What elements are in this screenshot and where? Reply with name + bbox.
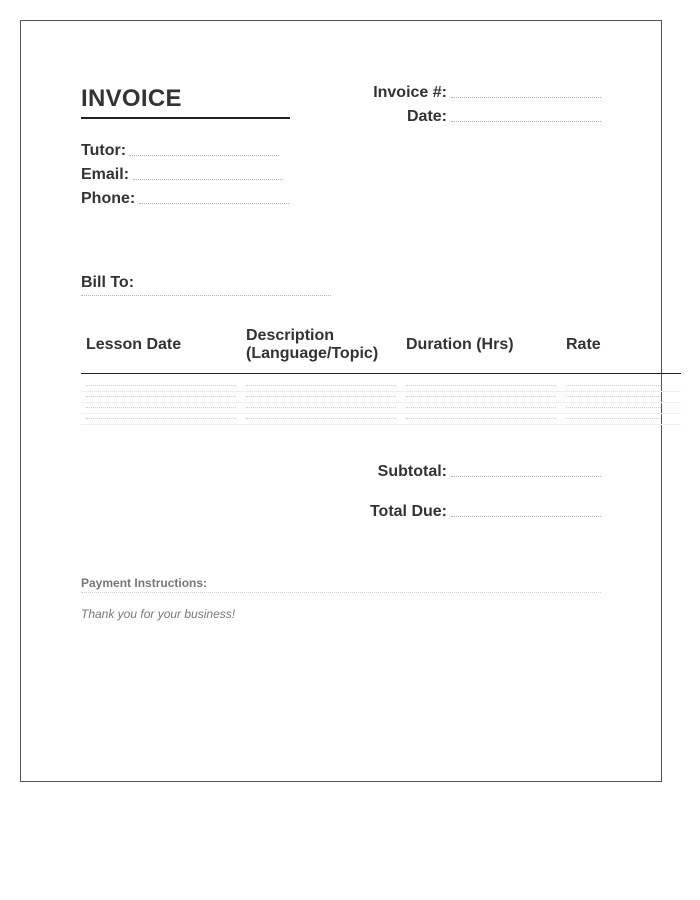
table-cell-field[interactable] <box>406 396 556 397</box>
thank-you-note: Thank you for your business! <box>81 607 236 621</box>
table-cell-field[interactable] <box>246 407 396 408</box>
table-cell-field[interactable] <box>86 396 236 397</box>
date-label: Date: <box>406 108 447 125</box>
col-header-description <box>246 327 378 363</box>
table-cell-field[interactable] <box>86 407 236 408</box>
table-row <box>81 413 681 414</box>
table-row <box>81 424 681 425</box>
date-field[interactable] <box>451 121 601 122</box>
total-due-label: Total Due: <box>369 503 447 520</box>
table-cell-field[interactable] <box>86 385 236 386</box>
table-cell-field[interactable] <box>246 418 396 419</box>
table-cell-field[interactable] <box>566 407 661 408</box>
table-cell-field[interactable] <box>406 418 556 419</box>
payment-instructions-field[interactable] <box>81 592 601 593</box>
table-cell-field[interactable] <box>246 396 396 397</box>
col-header-description-line1: Description <box>246 327 335 344</box>
invoice-page <box>20 20 662 782</box>
table-cell-field[interactable] <box>406 407 556 408</box>
col-header-lesson-date: Lesson Date <box>86 336 182 353</box>
tutor-field[interactable] <box>129 155 279 156</box>
phone-field[interactable] <box>139 203 289 204</box>
total-due-field[interactable] <box>451 516 601 517</box>
payment-instructions-label: Payment Instructions: <box>81 576 208 590</box>
email-field[interactable] <box>133 179 283 180</box>
invoice-number-label: Invoice #: <box>373 84 447 101</box>
bill-to-label: Bill To: <box>81 274 135 291</box>
table-cell-field[interactable] <box>566 396 661 397</box>
email-label: Email: <box>81 166 130 183</box>
col-header-description-line2: (Language/Topic) <box>246 345 379 362</box>
table-cell-field[interactable] <box>406 385 556 386</box>
table-cell-field[interactable] <box>566 385 661 386</box>
invoice-number-field[interactable] <box>451 97 601 98</box>
table-cell-field[interactable] <box>566 418 661 419</box>
bill-to-field[interactable] <box>81 295 331 296</box>
table-cell-field[interactable] <box>246 385 396 386</box>
tutor-label: Tutor: <box>81 142 127 159</box>
table-header-rule <box>81 373 681 374</box>
table-cell-field[interactable] <box>86 418 236 419</box>
table-row <box>81 402 681 403</box>
table-row <box>81 391 681 392</box>
subtotal-field[interactable] <box>451 476 601 477</box>
invoice-title: INVOICE <box>81 85 182 112</box>
title-underline <box>81 117 290 119</box>
phone-label: Phone: <box>81 190 136 207</box>
subtotal-label: Subtotal: <box>377 463 447 480</box>
col-header-duration: Duration (Hrs) <box>406 336 514 353</box>
col-header-rate: Rate <box>566 336 601 353</box>
